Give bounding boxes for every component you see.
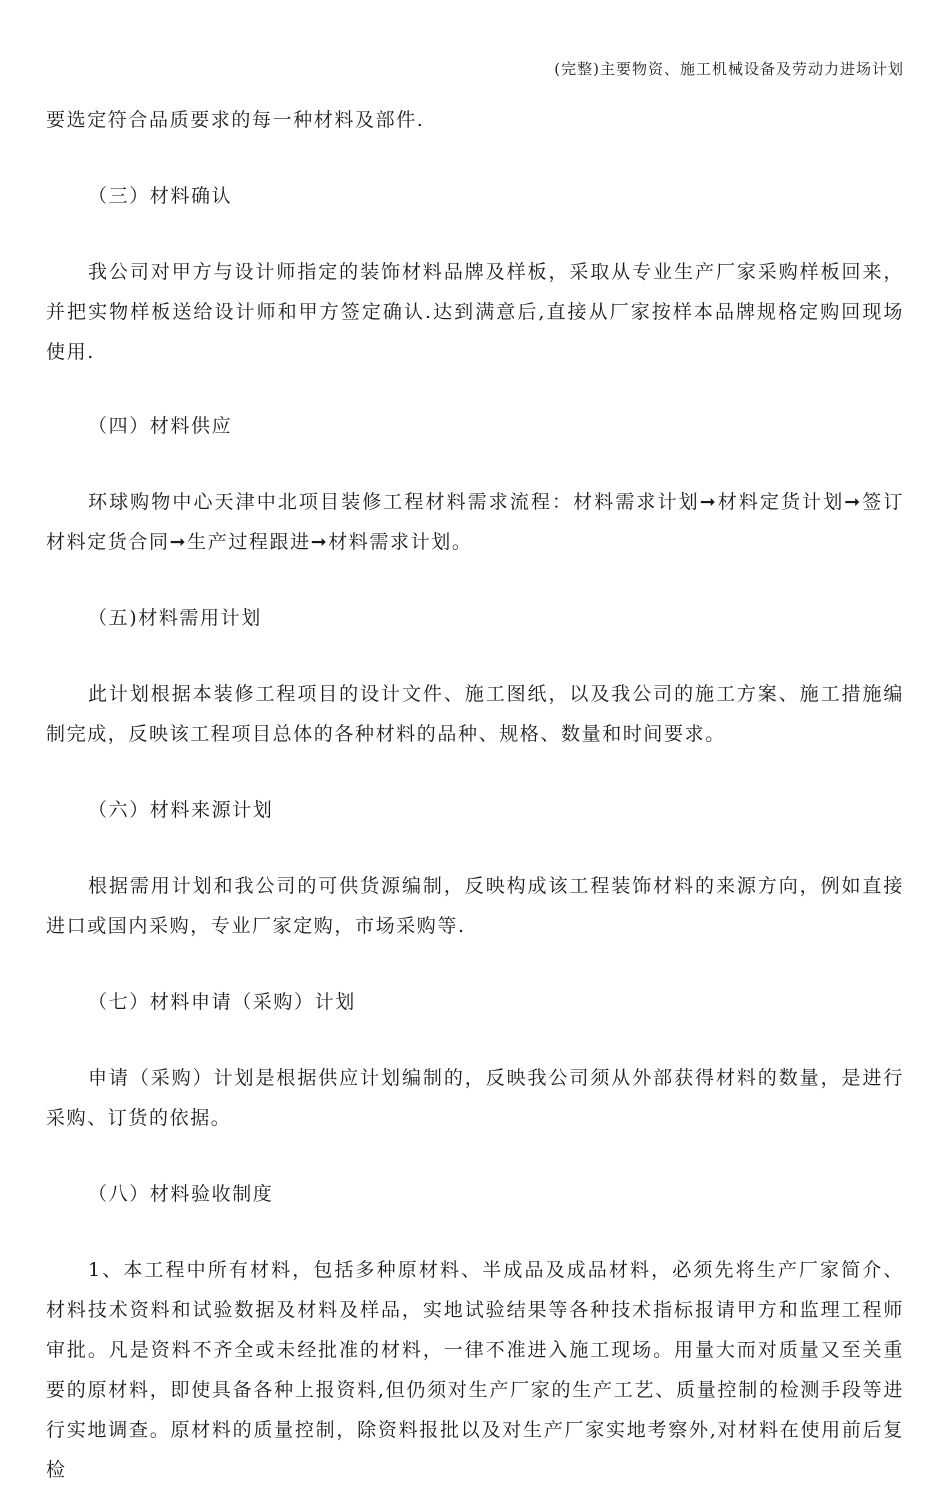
section-heading-6: （六）材料来源计划	[88, 799, 274, 821]
document-body	[46, 100, 904, 1490]
section-heading-7: （七）材料申请（采购）计划	[88, 991, 356, 1013]
section-heading-8: （八）材料验收制度	[88, 1183, 274, 1205]
paragraph-acceptance-system: 1、本工程中所有材料，包括多种原材料、半成品及成品材料，必须先将生产厂家简介、材料技术资料和试验数据及材料及样品，实地试验结果等各种技术指标报请甲方和监理工程师审批。凡是资料不齐全或未经批准的材料，一律不准进入施工现场。用量大而对质量又至关重要的原材料，即使具备各种上报资料,但仍须对生产厂家的生产工艺、质量控制的检测手段等进行实地调查。原材料的质量控制，除资料报批以及对生产厂家实地考察外,对材料在使用前后复检	[46, 1259, 904, 1481]
section-heading-5: （五)材料需用计划	[88, 607, 262, 629]
section-heading-4: （四）材料供应	[88, 415, 233, 437]
paragraph-material-supply: 环球购物中心天津中北项目装修工程材料需求流程：材料需求计划➞材料定货计划➞签订材料定货合同➞生产过程跟进➞材料需求计划。	[46, 491, 904, 553]
section-heading-3: （三）材料确认	[88, 185, 233, 207]
paragraph-continued: 要选定符合品质要求的每一种材料及部件.	[46, 109, 425, 131]
paragraph-source-plan: 根据需用计划和我公司的可供货源编制，反映构成该工程装饰材料的来源方向，例如直接进口或国内采购，专业厂家定购，市场采购等.	[46, 875, 904, 937]
paragraph-material-confirmation: 我公司对甲方与设计师指定的装饰材料品牌及样板，采取从专业生产厂家采购样板回来，并把实物样板送给设计师和甲方签定确认.达到满意后,直接从厂家按样本品牌规格定购回现场使用.	[46, 261, 904, 363]
page-header: (完整)主要物资、施工机械设备及劳动力进场计划	[554, 60, 904, 78]
paragraph-demand-plan: 此计划根据本装修工程项目的设计文件、施工图纸，以及我公司的施工方案、施工措施编制完成，反映该工程项目总体的各种材料的品种、规格、数量和时间要求。	[46, 683, 904, 745]
paragraph-procurement-plan: 申请（采购）计划是根据供应计划编制的，反映我公司须从外部获得材料的数量，是进行采购、订货的依据。	[46, 1067, 904, 1129]
